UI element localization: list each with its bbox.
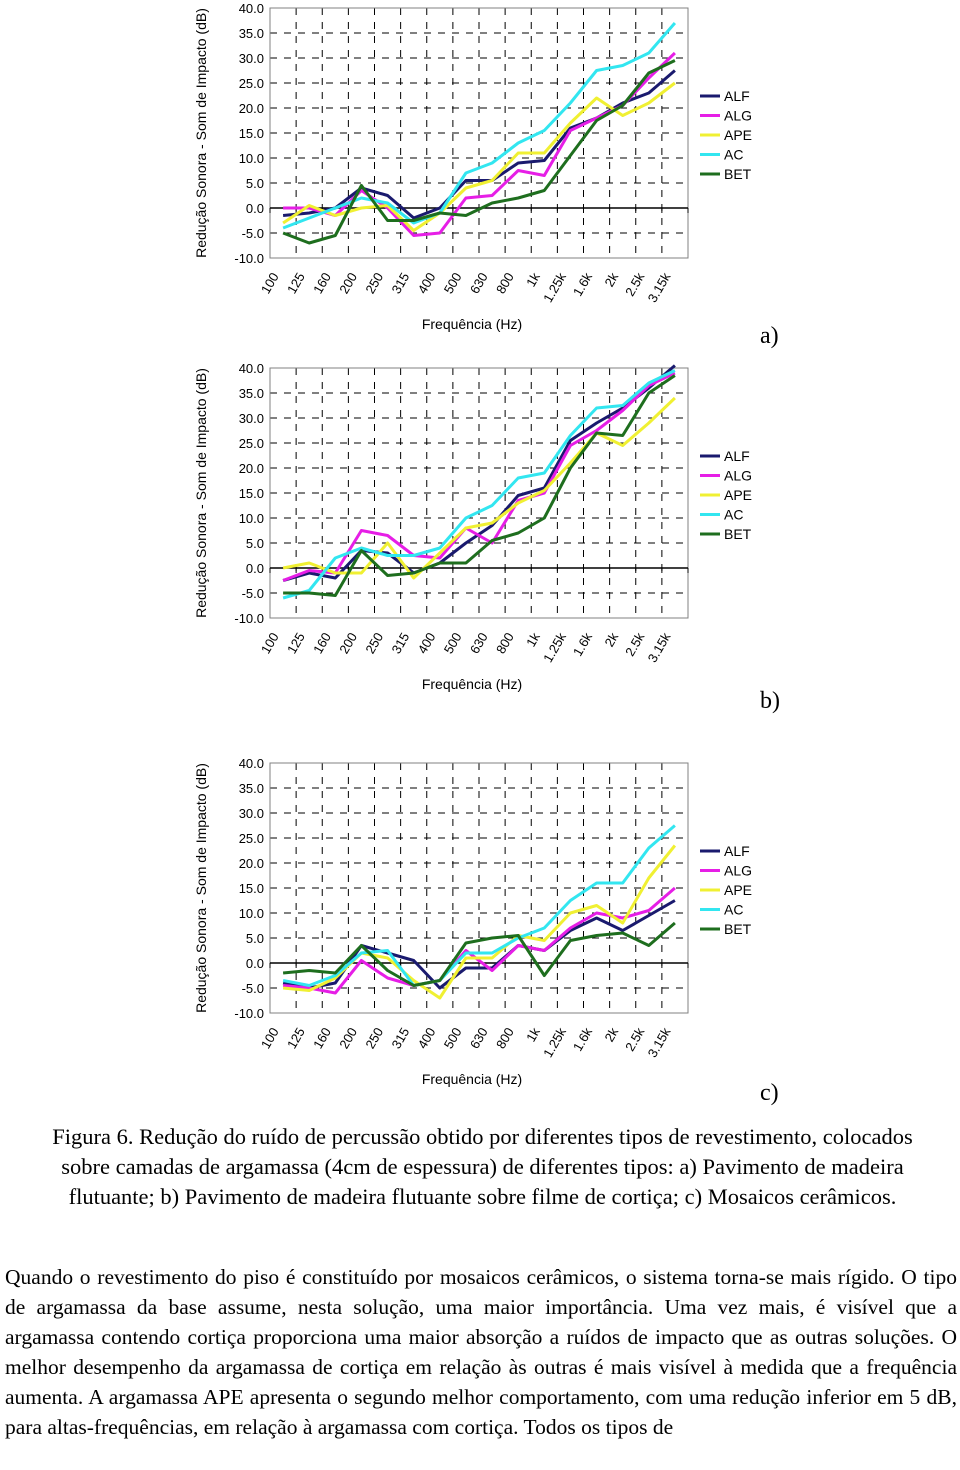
y-tick-label: -5.0 <box>241 226 264 241</box>
y-tick-label: 35.0 <box>238 781 264 796</box>
x-axis-title: Frequência (Hz) <box>421 1071 523 1087</box>
y-tick-label: 25.0 <box>238 436 264 451</box>
x-tick-label: 160 <box>310 1025 334 1052</box>
x-tick-label: 1.25k <box>540 270 570 306</box>
y-tick-label: 10.0 <box>238 906 264 921</box>
y-tick-label: 25.0 <box>238 76 264 91</box>
legend-label-alf: ALF <box>724 88 750 104</box>
x-tick-label: 630 <box>466 270 491 297</box>
y-tick-label: 0.0 <box>245 561 264 576</box>
y-tick-label: 0.0 <box>245 956 264 971</box>
y-tick-label: 5.0 <box>245 931 264 946</box>
x-tick-label: 630 <box>466 630 491 657</box>
y-tick-label: 10.0 <box>238 151 264 166</box>
x-tick-label: 500 <box>440 1025 465 1052</box>
y-axis-title: Redução Sonora - Som de Impacto (dB) <box>193 8 209 258</box>
y-tick-label: 30.0 <box>238 51 264 66</box>
x-tick-label: 400 <box>414 1025 439 1052</box>
y-tick-label: 20.0 <box>238 461 264 476</box>
x-tick-label: 1.6k <box>569 1025 596 1054</box>
x-tick-label: 1.25k <box>540 630 570 666</box>
legend-label-ac: AC <box>724 146 744 163</box>
x-tick-label: 800 <box>492 270 517 297</box>
x-tick-label: 125 <box>283 270 308 297</box>
y-tick-label: 30.0 <box>238 411 264 426</box>
x-tick-label: 160 <box>310 630 334 657</box>
panel-label-c: c) <box>760 1080 779 1106</box>
body-paragraph: Quando o revestimento do piso é constituído por mosaicos cerâmicos, o sistema torna-se mais rígido. O tipo de argamassa da base assume, nesta solução, uma maior importância. Uma vez mais, é visível que a argamassa contendo cortiça proporciona uma maior absorção a ruídos de impacto que as outras soluções. O melhor desempenho da argamassa de cortiça em relação às outras é mais visível à medida que a frequência aumenta. A argamassa APE apresenta o segundo melhor comportamento, com uma redução inferior em 5 dB, para altas-frequências, em relação à argamassa com cortiça. Todos os tipos de <box>5 1265 957 1439</box>
chart-b <box>0 360 960 705</box>
x-tick-label: 800 <box>492 630 517 657</box>
y-tick-label: -10.0 <box>234 251 264 266</box>
y-tick-label: 30.0 <box>238 806 264 821</box>
x-tick-label: 800 <box>492 1025 517 1052</box>
legend-label-bet: BET <box>724 921 752 937</box>
x-tick-label: 200 <box>336 270 361 297</box>
y-tick-label: 35.0 <box>238 26 264 41</box>
panel-label-a: a) <box>760 323 779 349</box>
y-tick-label: -10.0 <box>234 611 264 626</box>
legend-label-ac: AC <box>724 901 744 918</box>
x-tick-label: 250 <box>362 1025 387 1052</box>
x-axis-title: Frequência (Hz) <box>421 676 523 692</box>
x-tick-label: 2k <box>601 630 622 650</box>
legend-label-ac: AC <box>724 506 744 523</box>
x-tick-label: 125 <box>283 1025 308 1052</box>
y-tick-label: -5.0 <box>241 586 264 601</box>
x-tick-label: 3.15k <box>644 270 674 306</box>
y-tick-label: 20.0 <box>238 101 264 116</box>
x-tick-label: 1.6k <box>569 630 596 659</box>
x-tick-label: 2k <box>601 1025 622 1045</box>
chart-a <box>0 0 960 345</box>
y-tick-label: -10.0 <box>234 1006 264 1021</box>
x-tick-label: 630 <box>466 1025 491 1052</box>
y-axis-title: Redução Sonora - Som de Impacto (dB) <box>193 368 209 618</box>
legend-label-bet: BET <box>724 166 752 182</box>
figure-caption: Figura 6. Redução do ruído de percussão obtido por diferentes tipos de revestimento, colocados sobre camadas de argamassa (4cm de espessura) de diferentes tipos: a) Pavimento de madeira flutuante; b) Pavimento de madeira flutuante sobre filme de cortiça; c) Mosaicos cerâmicos. <box>52 1124 913 1209</box>
x-tick-label: 1k <box>523 630 543 650</box>
x-tick-label: 200 <box>336 1025 361 1052</box>
x-tick-label: 500 <box>440 630 465 657</box>
x-tick-label: 1.6k <box>569 270 596 299</box>
x-tick-label: 315 <box>388 270 413 297</box>
legend-label-ape: APE <box>724 882 753 898</box>
y-tick-label: 40.0 <box>238 1 264 16</box>
x-tick-label: 400 <box>414 270 439 297</box>
y-tick-label: 0.0 <box>245 201 264 216</box>
legend-label-bet: BET <box>724 526 752 542</box>
y-tick-label: 10.0 <box>238 511 264 526</box>
y-tick-label: 15.0 <box>238 486 264 501</box>
x-tick-label: 2.5k <box>622 270 648 299</box>
x-tick-label: 1.25k <box>540 1025 570 1061</box>
x-tick-label: 3.15k <box>644 630 674 666</box>
y-tick-label: 35.0 <box>238 386 264 401</box>
series-line-alg <box>283 373 675 581</box>
x-tick-label: 200 <box>336 630 361 657</box>
x-tick-label: 500 <box>440 270 465 297</box>
legend-label-alg: ALG <box>724 107 753 124</box>
x-tick-label: 1k <box>523 1025 543 1045</box>
legend-label-alg: ALG <box>724 862 753 879</box>
y-axis-title: Redução Sonora - Som de Impacto (dB) <box>193 763 209 1013</box>
x-tick-label: 250 <box>362 270 387 297</box>
x-axis-title: Frequência (Hz) <box>421 316 523 332</box>
x-tick-label: 400 <box>414 630 439 657</box>
y-tick-label: 15.0 <box>238 881 264 896</box>
legend-label-alf: ALF <box>724 448 750 464</box>
legend-label-alg: ALG <box>724 467 753 484</box>
x-tick-label: 1k <box>523 270 543 290</box>
y-tick-label: 15.0 <box>238 126 264 141</box>
y-tick-label: 40.0 <box>238 361 264 376</box>
x-tick-label: 100 <box>257 1025 282 1052</box>
x-tick-label: 315 <box>388 630 413 657</box>
x-tick-label: 2k <box>601 270 622 290</box>
x-tick-label: 100 <box>257 270 282 297</box>
x-tick-label: 125 <box>283 630 308 657</box>
legend-label-ape: APE <box>724 127 753 143</box>
legend-label-ape: APE <box>724 487 753 503</box>
x-tick-label: 100 <box>257 630 282 657</box>
x-tick-label: 160 <box>310 270 334 297</box>
x-tick-label: 2.5k <box>622 630 648 659</box>
y-tick-label: 5.0 <box>245 536 264 551</box>
x-tick-label: 250 <box>362 630 387 657</box>
y-tick-label: 20.0 <box>238 856 264 871</box>
y-tick-label: 40.0 <box>238 756 264 771</box>
chart-c <box>0 755 960 1100</box>
x-tick-label: 315 <box>388 1025 413 1052</box>
y-tick-label: 5.0 <box>245 176 264 191</box>
y-tick-label: 25.0 <box>238 831 264 846</box>
legend-label-alf: ALF <box>724 843 750 859</box>
y-tick-label: -5.0 <box>241 981 264 996</box>
x-tick-label: 2.5k <box>622 1025 648 1054</box>
x-tick-label: 3.15k <box>644 1025 674 1061</box>
panel-label-b: b) <box>760 688 780 714</box>
